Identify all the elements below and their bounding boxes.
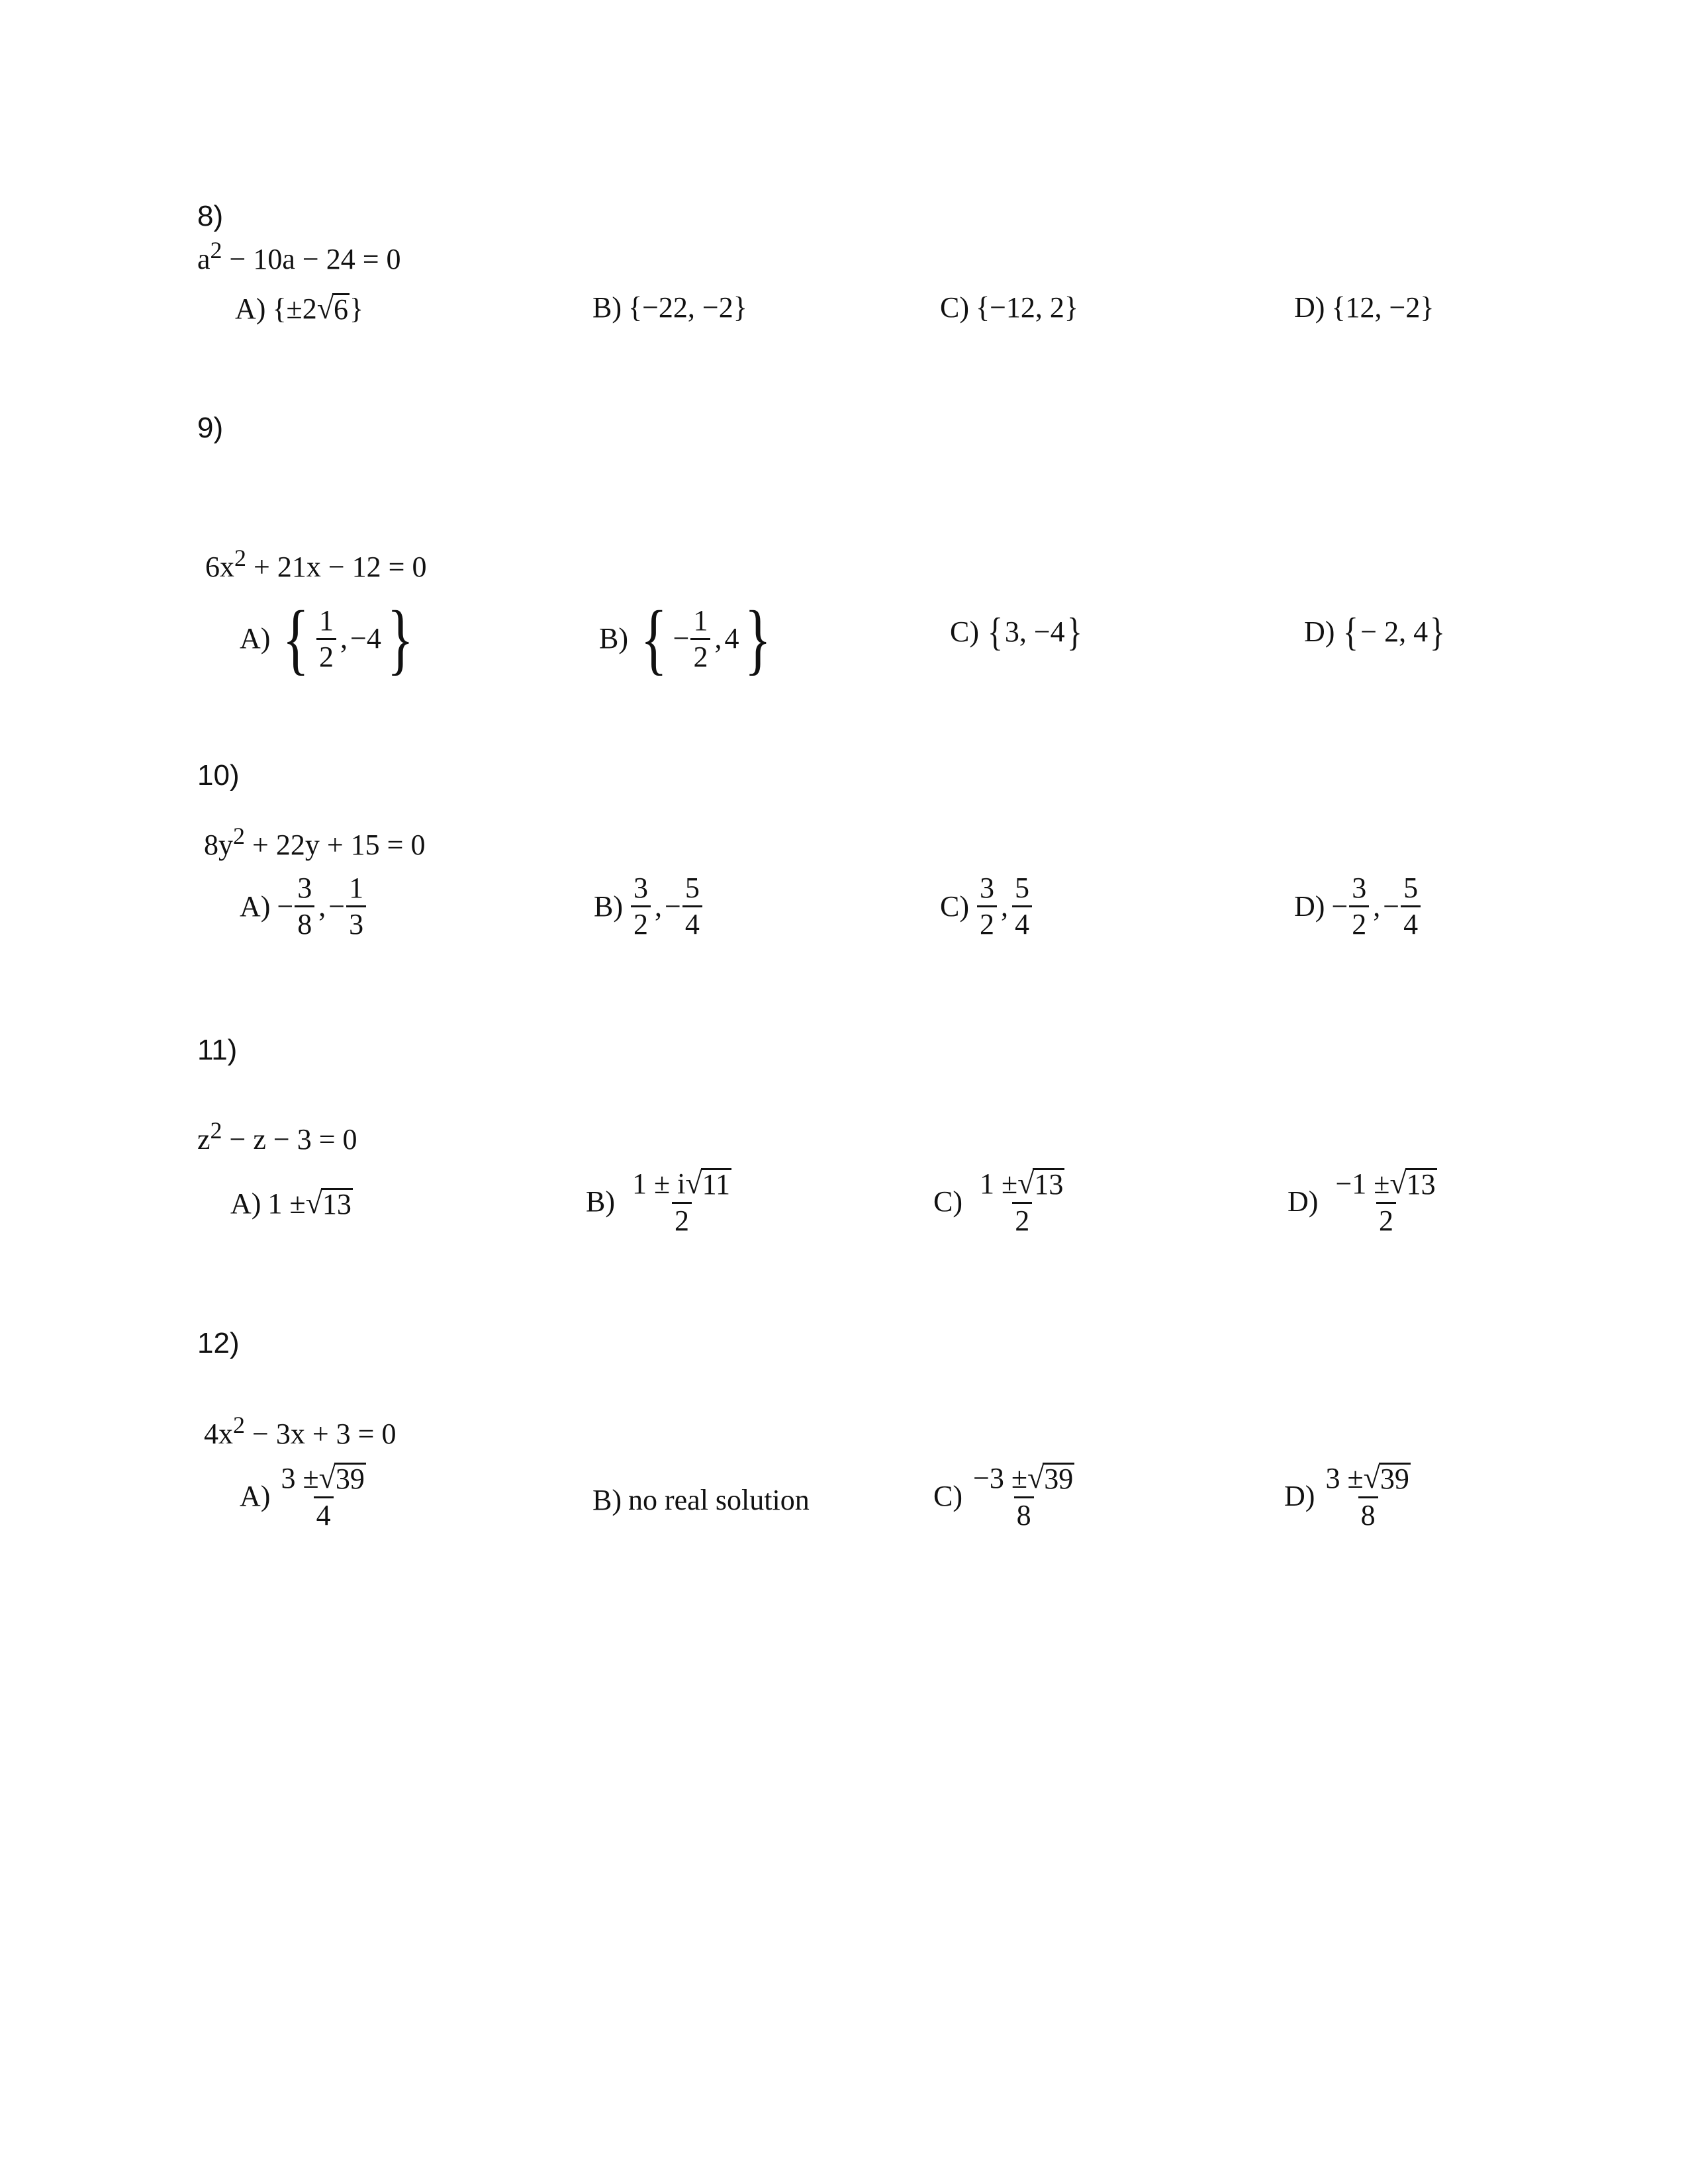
fraction — [977, 874, 997, 939]
option-prefix: −1 ± — [1335, 1167, 1390, 1200]
question-number: 11) — [197, 1034, 238, 1066]
fraction — [1323, 1463, 1413, 1530]
option-letter: B) — [599, 622, 628, 655]
fraction — [1349, 874, 1369, 939]
denominator: 3 — [346, 905, 366, 939]
fraction — [316, 606, 336, 672]
option-letter: A) — [235, 292, 266, 325]
numerator: 3 — [297, 872, 312, 904]
comma: , — [655, 889, 662, 923]
equation-rest: + 22y + 15 = 0 — [245, 829, 426, 861]
denominator: 2 — [1376, 1202, 1396, 1236]
option-c[interactable] — [940, 293, 1078, 322]
option-letter: A) — [240, 622, 271, 655]
denominator: 4 — [1401, 905, 1421, 939]
equation-base: z — [197, 1123, 211, 1156]
set-close: } — [387, 594, 414, 682]
numerator — [278, 1463, 368, 1496]
option-d[interactable] — [1288, 1168, 1448, 1236]
option-b[interactable] — [599, 592, 777, 685]
numerator: 3 — [980, 872, 994, 904]
denominator: 2 — [316, 638, 336, 672]
square-root: √ 39 — [1027, 1461, 1074, 1495]
sign: − — [673, 622, 690, 655]
radicand: 39 — [1380, 1463, 1409, 1495]
option-a[interactable] — [235, 293, 363, 324]
set-close: } — [745, 594, 772, 682]
option-letter: B) — [592, 291, 622, 324]
denominator: 8 — [1358, 1496, 1378, 1530]
option-b[interactable] — [586, 1168, 742, 1236]
option-prefix: 1 ± i — [632, 1167, 686, 1200]
option-letter: C) — [940, 291, 969, 324]
radicand: 13 — [1406, 1168, 1436, 1201]
square-root: √ 11 — [685, 1166, 730, 1201]
fraction — [1326, 1168, 1446, 1236]
option-letter: D) — [1288, 1185, 1319, 1218]
fraction — [682, 874, 702, 939]
fraction — [690, 606, 710, 672]
sign: − — [1331, 889, 1348, 923]
equation — [197, 236, 401, 275]
denominator: 4 — [314, 1496, 334, 1530]
radicand: 39 — [1044, 1463, 1074, 1495]
numerator: 3 — [633, 872, 648, 904]
equation-exponent: 2 — [210, 1116, 222, 1144]
option-text: − 2, 4 — [1360, 615, 1429, 648]
sign: − — [665, 889, 681, 923]
option-c[interactable] — [940, 874, 1033, 939]
set-close: } — [1429, 610, 1446, 654]
denominator: 2 — [690, 638, 710, 672]
sign: − — [1383, 889, 1400, 923]
equation-base: 4x — [204, 1418, 233, 1450]
square-root: √ 6 — [316, 291, 348, 326]
comma: , — [714, 622, 722, 655]
sign: − — [277, 889, 294, 923]
set-open: { — [640, 594, 667, 682]
radicand: 13 — [1034, 1168, 1064, 1201]
numerator — [623, 1168, 741, 1202]
comma: , — [1001, 889, 1008, 923]
equation-base: 6x — [205, 551, 234, 583]
option-letter: C) — [933, 1185, 962, 1218]
equation-exponent: 2 — [234, 544, 246, 571]
option-letter: A) — [240, 889, 271, 923]
fraction — [1401, 874, 1421, 939]
numerator: 3 — [1352, 872, 1367, 904]
fraction — [346, 874, 366, 939]
option-c[interactable] — [950, 612, 1084, 652]
option-letter: D) — [1304, 615, 1335, 648]
denominator: 4 — [1012, 905, 1032, 939]
fraction — [631, 874, 651, 939]
equation-rest: − z − 3 = 0 — [222, 1123, 357, 1156]
denominator: 8 — [1014, 1496, 1034, 1530]
equation-rest: − 10a − 24 = 0 — [222, 243, 401, 275]
sign: − — [328, 889, 346, 923]
set-open: { — [283, 594, 310, 682]
option-text: {12, −2} — [1331, 291, 1434, 324]
numerator: 1 — [349, 872, 364, 904]
numerator: 5 — [684, 872, 700, 904]
option-tail: 4 — [724, 622, 739, 655]
numerator — [970, 1168, 1074, 1202]
option-letter: C) — [950, 615, 979, 648]
option-letter: B) — [586, 1185, 615, 1218]
square-root: √ 39 — [1363, 1461, 1409, 1495]
option-prefix: 3 ± — [1325, 1462, 1364, 1494]
option-text: 3, −4 — [1004, 615, 1065, 648]
fraction — [623, 1168, 741, 1236]
question-number: 10) — [197, 759, 240, 792]
radicand: 6 — [333, 293, 348, 326]
option-letter: D) — [1294, 889, 1325, 923]
set-open: {±2 — [272, 292, 317, 325]
numerator: 5 — [1015, 872, 1029, 904]
option-b[interactable] — [592, 1486, 810, 1515]
numerator — [970, 1463, 1077, 1496]
equation — [205, 544, 427, 583]
set-open: { — [1343, 610, 1359, 654]
option-b[interactable] — [592, 293, 747, 322]
option-prefix: 1 ± — [267, 1187, 306, 1220]
option-d[interactable] — [1294, 293, 1434, 322]
equation-base: a — [197, 243, 211, 275]
option-prefix: −3 ± — [973, 1462, 1027, 1494]
equation-rest: − 3x + 3 = 0 — [245, 1418, 397, 1450]
comma: , — [1373, 889, 1381, 923]
option-a[interactable] — [240, 592, 419, 685]
equation — [204, 1411, 397, 1450]
option-tail: −4 — [350, 622, 381, 655]
option-c[interactable] — [933, 1463, 1078, 1530]
question-number: 12) — [197, 1327, 240, 1359]
option-letter: D) — [1294, 291, 1325, 324]
option-a[interactable] — [230, 1188, 353, 1219]
radicand: 39 — [335, 1463, 365, 1495]
fraction — [1012, 874, 1032, 939]
equation — [204, 822, 426, 861]
numerator — [1326, 1168, 1446, 1202]
option-text: no real solution — [628, 1484, 810, 1516]
denominator: 2 — [672, 1202, 692, 1236]
option-letter: A) — [240, 1480, 271, 1512]
question-number: 8) — [197, 200, 224, 232]
fraction — [295, 874, 314, 939]
option-letter: A) — [230, 1187, 261, 1220]
option-letter: C) — [933, 1480, 962, 1512]
option-a[interactable] — [240, 874, 367, 939]
equation — [197, 1116, 357, 1156]
equation-exponent: 2 — [210, 236, 222, 263]
option-letter: D) — [1284, 1480, 1315, 1512]
radicand: 11 — [702, 1168, 730, 1201]
denominator: 2 — [1349, 905, 1369, 939]
numerator — [1323, 1463, 1413, 1496]
comma: , — [318, 889, 326, 923]
option-letter: B) — [594, 889, 623, 923]
square-root: √ 13 — [305, 1186, 352, 1220]
denominator: 4 — [682, 905, 702, 939]
comma: , — [340, 622, 348, 655]
square-root: √ 13 — [1389, 1166, 1436, 1201]
fraction — [278, 1463, 368, 1530]
numerator: 1 — [693, 604, 708, 637]
option-d[interactable] — [1304, 612, 1447, 652]
option-c[interactable] — [933, 1168, 1075, 1236]
option-a[interactable] — [240, 1463, 370, 1530]
equation-exponent: 2 — [233, 1411, 245, 1438]
denominator: 2 — [1012, 1202, 1032, 1236]
fraction — [970, 1168, 1074, 1236]
square-root: √ 39 — [318, 1461, 365, 1495]
set-close: } — [349, 292, 364, 325]
option-prefix: 3 ± — [281, 1462, 319, 1494]
option-d[interactable] — [1294, 874, 1422, 939]
denominator: 2 — [631, 905, 651, 939]
option-prefix: 1 ± — [980, 1167, 1018, 1200]
option-text: {−22, −2} — [628, 291, 747, 324]
equation-base: 8y — [204, 829, 233, 861]
denominator: 8 — [295, 905, 314, 939]
option-d[interactable] — [1284, 1463, 1415, 1530]
option-letter: B) — [592, 1484, 622, 1516]
set-open: { — [987, 610, 1003, 654]
equation-rest: + 21x − 12 = 0 — [246, 551, 427, 583]
denominator: 2 — [977, 905, 997, 939]
option-letter: C) — [940, 889, 969, 923]
set-close: } — [1066, 610, 1082, 654]
option-text: {−12, 2} — [976, 291, 1079, 324]
fraction — [970, 1463, 1077, 1530]
radicand: 13 — [322, 1188, 352, 1220]
numerator: 5 — [1403, 872, 1419, 904]
option-b[interactable] — [594, 874, 704, 939]
square-root: √ 13 — [1017, 1166, 1064, 1201]
equation-exponent: 2 — [233, 822, 245, 849]
question-number: 9) — [197, 412, 224, 444]
numerator: 1 — [319, 604, 334, 637]
